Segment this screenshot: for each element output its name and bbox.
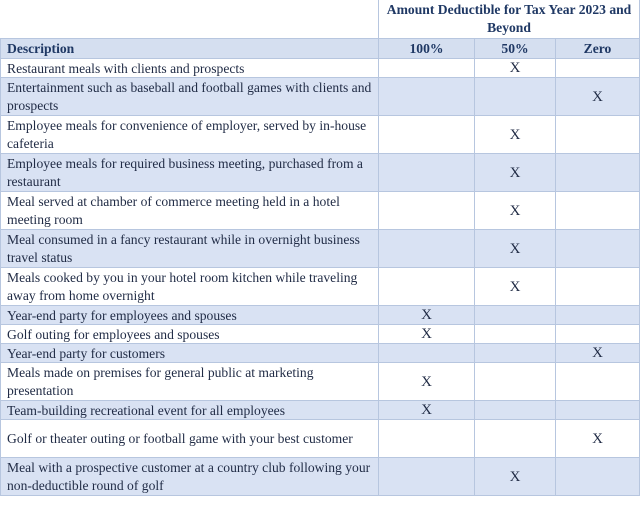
row-description: Meals cooked by you in your hotel room kitchen while traveling away from home overnight xyxy=(1,268,379,306)
mark-zero: X xyxy=(556,420,640,458)
mark-zero: X xyxy=(556,344,640,363)
row-description: Team-building recreational event for all employees xyxy=(1,401,379,420)
row-description: Year-end party for customers xyxy=(1,344,379,363)
row-description: Meal served at chamber of commerce meeting held in a hotel meeting room xyxy=(1,192,379,230)
row-description: Meal with a prospective customer at a country club following your non-deductible round of golf xyxy=(1,458,379,496)
mark-50 xyxy=(475,401,556,420)
table-row xyxy=(1,268,640,306)
mark-50: X xyxy=(475,230,556,268)
mark-50 xyxy=(475,363,556,401)
table-row xyxy=(1,78,640,116)
mark-50: X xyxy=(475,59,556,78)
mark-zero xyxy=(556,306,640,325)
mark-50: X xyxy=(475,116,556,154)
mark-zero xyxy=(556,268,640,306)
row-description: Meal consumed in a fancy restaurant while in overnight business travel status xyxy=(1,230,379,268)
row-description: Meals made on premises for general public at marketing presentation xyxy=(1,363,379,401)
column-header-100: 100% xyxy=(379,39,475,59)
mark-50 xyxy=(475,420,556,458)
row-description: Restaurant meals with clients and prospects xyxy=(1,59,379,78)
mark-100 xyxy=(379,344,475,363)
table-row xyxy=(1,458,640,496)
mark-100 xyxy=(379,420,475,458)
row-description: Employee meals for convenience of employer, served by in-house cafeteria xyxy=(1,116,379,154)
column-header-50: 50% xyxy=(475,39,556,59)
row-description: Year-end party for employees and spouses xyxy=(1,306,379,325)
mark-100 xyxy=(379,458,475,496)
table-row xyxy=(1,154,640,192)
table-row xyxy=(1,363,640,401)
mark-zero xyxy=(556,325,640,344)
mark-zero xyxy=(556,458,640,496)
row-description: Golf or theater outing or football game with your best customer xyxy=(1,420,379,458)
mark-zero xyxy=(556,401,640,420)
mark-zero xyxy=(556,59,640,78)
mark-zero: X xyxy=(556,78,640,116)
column-header-description: Description xyxy=(1,39,379,59)
row-description: Employee meals for required business meeting, purchased from a restaurant xyxy=(1,154,379,192)
group-header-row xyxy=(1,0,640,39)
mark-zero xyxy=(556,363,640,401)
mark-50 xyxy=(475,78,556,116)
mark-100 xyxy=(379,59,475,78)
mark-50: X xyxy=(475,268,556,306)
mark-zero xyxy=(556,192,640,230)
table-row xyxy=(1,116,640,154)
mark-50: X xyxy=(475,458,556,496)
group-title: Amount Deductible for Tax Year 2023 and Beyond xyxy=(379,0,640,39)
mark-100 xyxy=(379,192,475,230)
table-row xyxy=(1,344,640,363)
column-header-row xyxy=(1,39,640,59)
mark-100 xyxy=(379,154,475,192)
mark-zero xyxy=(556,116,640,154)
mark-50: X xyxy=(475,154,556,192)
mark-100: X xyxy=(379,306,475,325)
mark-100 xyxy=(379,78,475,116)
table-row xyxy=(1,325,640,344)
mark-100: X xyxy=(379,401,475,420)
mark-100 xyxy=(379,116,475,154)
table-row xyxy=(1,306,640,325)
row-description: Entertainment such as baseball and football games with clients and prospects xyxy=(1,78,379,116)
row-description: Golf outing for employees and spouses xyxy=(1,325,379,344)
table-row xyxy=(1,401,640,420)
mark-100 xyxy=(379,268,475,306)
table-row xyxy=(1,59,640,78)
mark-50: X xyxy=(475,192,556,230)
table-row xyxy=(1,230,640,268)
table-row xyxy=(1,420,640,458)
mark-50 xyxy=(475,325,556,344)
header-empty-cell xyxy=(1,0,379,39)
mark-zero xyxy=(556,154,640,192)
mark-100 xyxy=(379,230,475,268)
mark-zero xyxy=(556,230,640,268)
mark-50 xyxy=(475,306,556,325)
mark-100: X xyxy=(379,363,475,401)
column-header-zero: Zero xyxy=(556,39,640,59)
mark-100: X xyxy=(379,325,475,344)
table-row xyxy=(1,192,640,230)
mark-50 xyxy=(475,344,556,363)
